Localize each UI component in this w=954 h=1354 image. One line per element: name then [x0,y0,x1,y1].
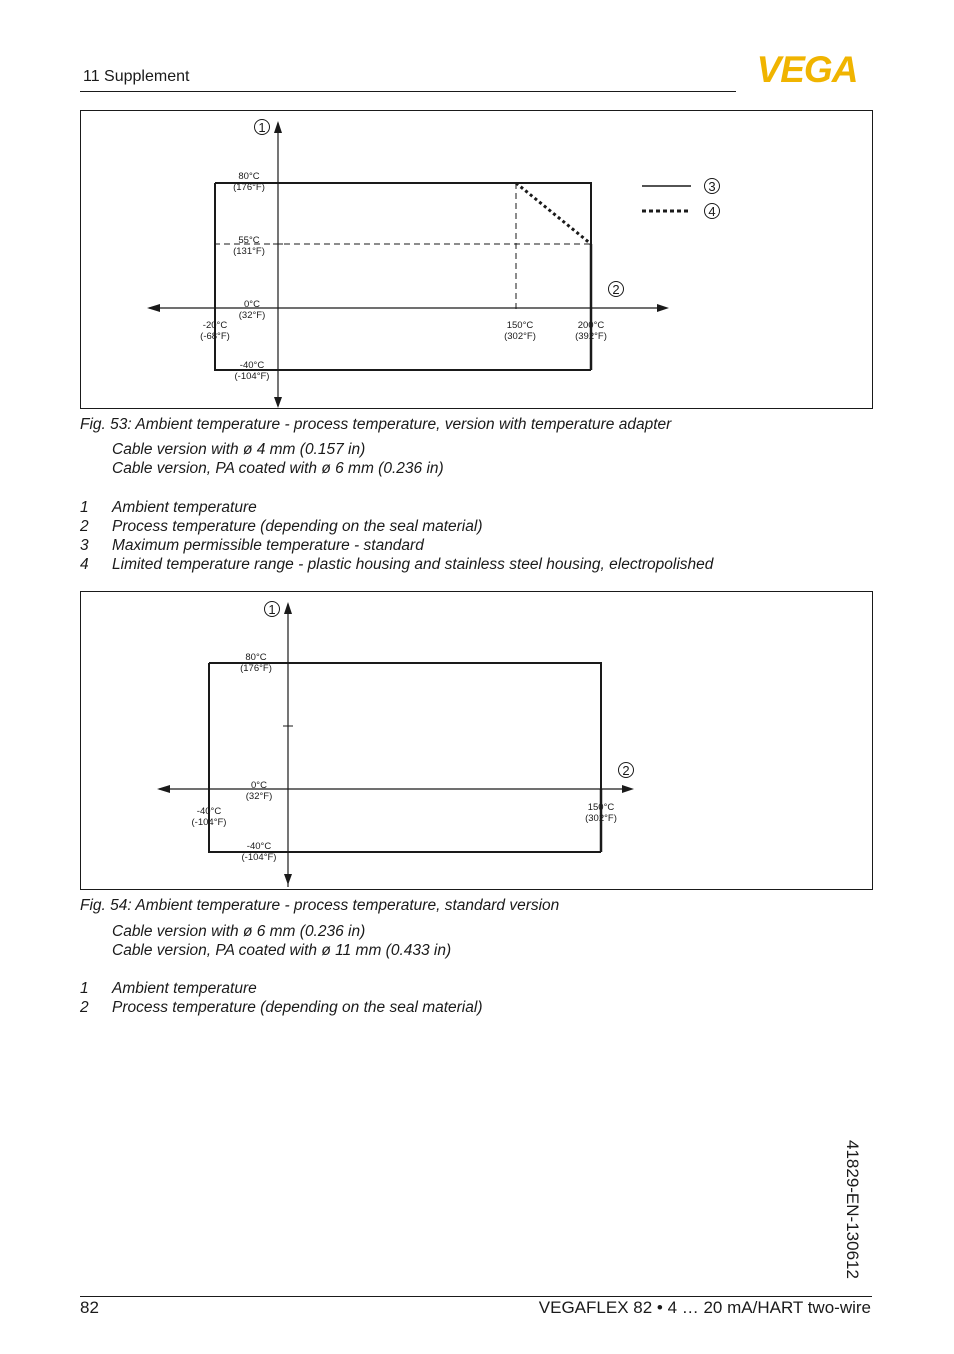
marker-ambient [255,120,270,136]
legend-text: Ambient temperature [112,980,257,997]
legend-text: Maximum permissible temperature - standard [112,537,424,554]
ambient-limit-label: 55°C [238,235,260,246]
ambient-axis-arrow-up [284,602,292,614]
process-max-label: 150°C [587,802,615,813]
marker-ambient [265,602,280,618]
svg-text:1: 1 [268,602,276,617]
figure-54-note-1: Cable version with ø 6 mm (0.236 in) [112,923,366,940]
legend-num: 1 [80,499,89,516]
legend-num: 2 [80,518,89,535]
marker-standard [705,179,720,195]
process-max-label: 200°C [577,320,605,331]
process-axis-arrow-left [147,304,160,312]
ambient-min-f-label: (-104°F) [234,371,270,382]
ambient-axis-arrow-down [274,397,282,408]
legend-text: Ambient temperature [112,499,257,516]
figure-53-chart [80,110,873,409]
ambient-zero-label: 0°C [244,299,260,310]
process-min-f-label: (-68°F) [200,331,230,342]
footer-divider [80,1296,872,1297]
ambient-max-label: 80°C [245,652,267,663]
svg-text:3: 3 [708,179,716,194]
process-axis-arrow-left [157,785,170,793]
process-axis-arrow-right [622,785,634,793]
marker-limited [705,204,720,220]
header-divider [80,91,736,92]
section-title: 11 Supplement [83,68,190,85]
envelope-left-bottom [209,663,601,852]
page-number: 82 [80,1298,99,1317]
ambient-min-label: -40°C [246,841,272,852]
process-max-f-label: (392°F) [575,331,607,342]
svg-text:2: 2 [622,763,630,778]
ambient-zero-f-label: (32°F) [245,791,273,802]
ambient-max-f-label: (176°F) [240,663,272,674]
limited-derating-line [516,183,591,244]
ambient-min-f-label: (-104°F) [241,852,277,863]
document-id: 41829-EN-130612 [843,1140,862,1279]
process-max-f-label: (302°F) [585,813,617,824]
legend-num: 4 [80,556,89,573]
envelope-top-right [209,663,601,789]
footer-title: VEGAFLEX 82 • 4 … 20 mA/HART two-wire [538,1298,871,1317]
legend-text: Process temperature (depending on the seal material) [112,518,483,535]
legend-text: Process temperature (depending on the seal material) [112,999,483,1016]
ambient-max-label: 80°C [238,171,260,182]
ambient-axis-arrow-down [284,874,292,885]
figure-53-caption: Fig. 53: Ambient temperature - process temperature, version with temperature adapter [80,416,672,433]
svg-text:2: 2 [612,282,620,297]
vega-logo [742,52,872,84]
figure-53-note-2: Cable version, PA coated with ø 6 mm (0.236 in) [112,460,444,477]
ambient-min-label: -40°C [239,360,265,371]
logo-text: VEGA [756,52,858,84]
figure-53-note-1: Cable version with ø 4 mm (0.157 in) [112,441,366,458]
marker-process [609,282,624,298]
process-min-label: -40°C [196,806,222,817]
ambient-zero-f-label: (32°F) [238,310,266,321]
figure-54-chart [80,591,873,890]
legend-num: 2 [80,999,89,1016]
svg-text:1: 1 [258,120,266,135]
figure-54-note-2: Cable version, PA coated with ø 11 mm (0.433 in) [112,942,452,959]
process-min-f-label: (-104°F) [191,817,227,828]
ambient-limit-f-label: (131°F) [233,246,265,257]
legend-text: Limited temperature range - plastic housing and stainless steel housing, electropolished [112,556,714,573]
ambient-zero-label: 0°C [251,780,267,791]
process-min-label: -20°C [202,320,228,331]
ambient-axis-arrow-up [274,121,282,133]
legend-num: 3 [80,537,89,554]
figure-54-caption: Fig. 54: Ambient temperature - process temperature, standard version [80,897,560,914]
legend-num: 1 [80,980,89,997]
process-limit-label: 150°C [506,320,534,331]
process-limit-f-label: (302°F) [504,331,536,342]
marker-process [619,763,634,779]
standard-limit-line [215,183,591,244]
ambient-max-f-label: (176°F) [233,182,265,193]
process-axis-arrow-right [657,304,669,312]
svg-text:4: 4 [708,204,716,219]
